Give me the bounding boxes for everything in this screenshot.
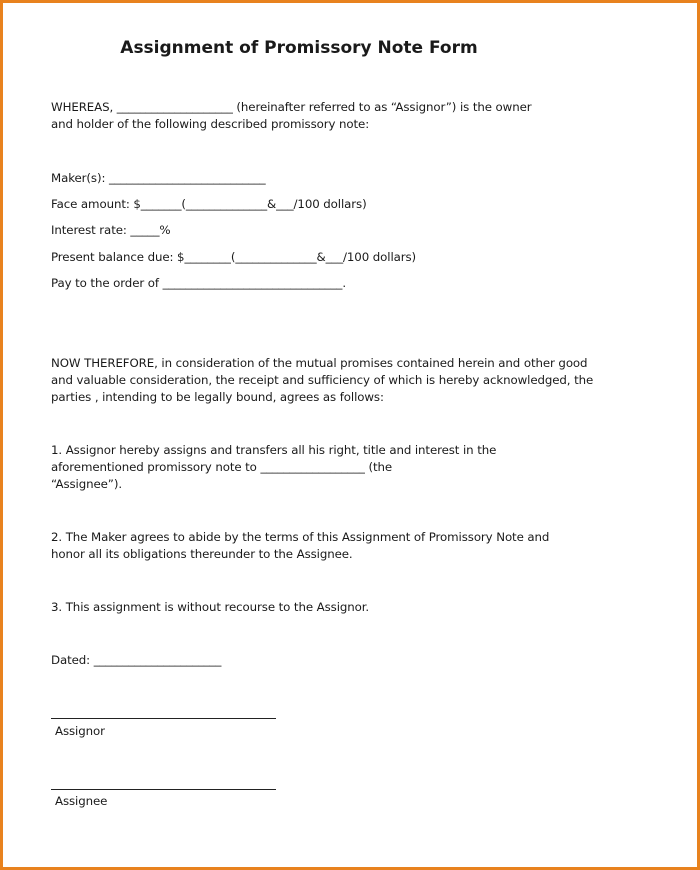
document-title: Assignment of Promissory Note Form <box>120 38 478 58</box>
dated-field: Dated: ______________________ <box>51 653 222 667</box>
face-amount-field: Face amount: $_______(______________&___/100 dollars) <box>51 197 367 211</box>
interest-rate-field: Interest rate: _____% <box>51 223 171 237</box>
clause-1-line-1: 1. Assignor hereby assigns and transfers all his right, title and interest in the <box>51 443 497 457</box>
whereas-line-2: and holder of the following described promissory note: <box>51 117 370 131</box>
clause-2-line-2: honor all its obligations thereunder to the Assignee. <box>51 547 353 561</box>
now-therefore-line-1: NOW THEREFORE, in consideration of the mutual promises contained herein and other good <box>51 356 588 370</box>
clause-1-line-2: aforementioned promissory note to __________________ (the <box>51 460 393 474</box>
now-therefore-line-2: and valuable consideration, the receipt and sufficiency of which is hereby acknowledged, the <box>51 373 594 387</box>
assignee-signature-line <box>51 789 276 790</box>
whereas-line-1: WHEREAS, ____________________ (hereinafter referred to as “Assignor”) is the owner <box>51 100 532 114</box>
assignee-label: Assignee <box>55 794 108 808</box>
pay-to-field: Pay to the order of _______________________________. <box>51 276 346 290</box>
clause-3: 3. This assignment is without recourse to the Assignor. <box>51 600 370 614</box>
present-balance-field: Present balance due: $________(______________&___/100 dollars) <box>51 250 417 264</box>
now-therefore-line-3: parties , intending to be legally bound, agrees as follows: <box>51 390 384 404</box>
assignor-signature-line <box>51 718 276 719</box>
clause-1-line-3: “Assignee”). <box>51 477 122 491</box>
clause-2-line-1: 2. The Maker agrees to abide by the terms of this Assignment of Promissory Note and <box>51 530 550 544</box>
assignor-label: Assignor <box>55 724 105 738</box>
maker-field: Maker(s): ___________________________ <box>51 171 266 185</box>
